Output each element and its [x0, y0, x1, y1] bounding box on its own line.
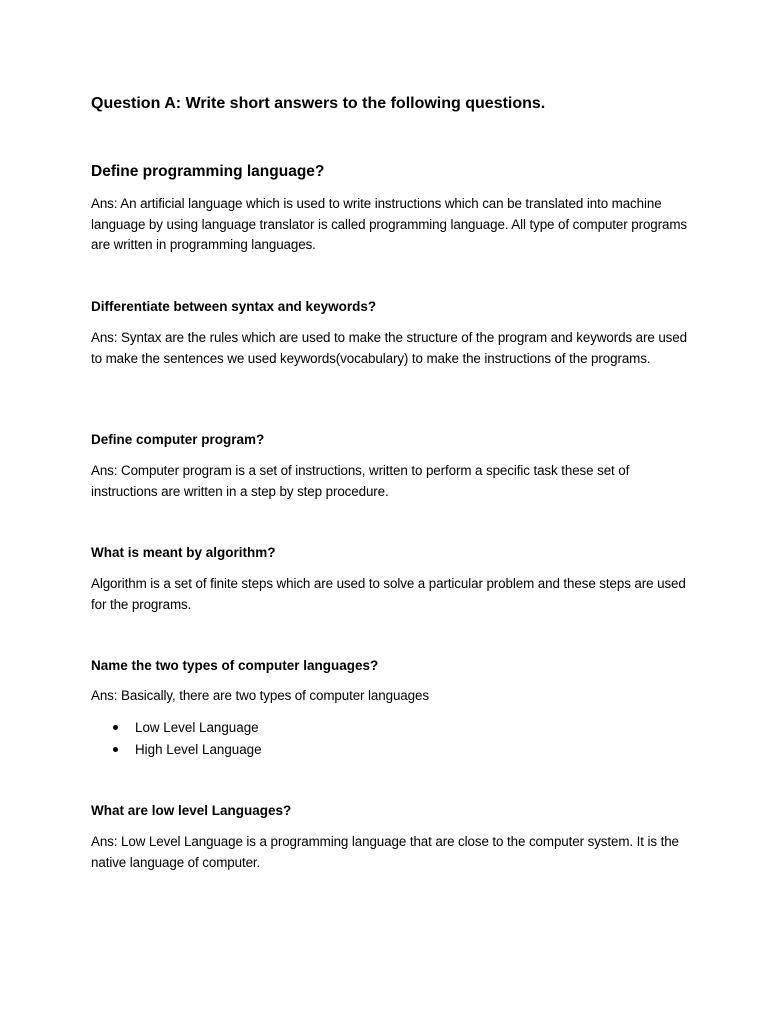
- question-heading: Define programming language?: [91, 163, 325, 180]
- question-heading: What are low level Languages?: [91, 803, 292, 818]
- bullet-icon: [113, 747, 118, 752]
- question-heading: Define computer program?: [91, 432, 265, 447]
- question-heading: Differentiate between syntax and keywords?: [91, 299, 377, 314]
- question-heading: Name the two types of computer languages?: [91, 658, 379, 673]
- list-item-label: Low Level Language: [135, 720, 259, 735]
- answer-text: Ans: An artificial language which is used to write instructions which can be translated into machine language by using language translator is called programming language. All type of computer programs are written in programming languages.: [91, 196, 688, 252]
- bullet-icon: [113, 725, 118, 730]
- answer-text: Ans: Syntax are the rules which are used to make the structure of the program and keywords are used to make the sentences we used keywords(vocabulary) to make the instructions of the programs.: [91, 330, 687, 366]
- answer-text: Ans: Low Level Language is a programming language that are close to the computer system. It is the native language of computer.: [91, 834, 679, 870]
- answer-text: Algorithm is a set of finite steps which are used to solve a particular problem and these steps are used for the programs.: [91, 576, 686, 612]
- answer-text: Ans: Computer program is a set of instructions, written to perform a specific task these set of instructions are written in a step by step procedure.: [91, 463, 630, 499]
- document-title: Question A: Write short answers to the following questions.: [91, 95, 546, 112]
- answer-text: Ans: Basically, there are two types of computer languages: [91, 688, 429, 703]
- question-heading: What is meant by algorithm?: [91, 545, 276, 560]
- list-item: [91, 717, 262, 739]
- list-item: [91, 739, 262, 761]
- bullet-list: [91, 717, 262, 761]
- list-item-label: High Level Language: [135, 742, 262, 757]
